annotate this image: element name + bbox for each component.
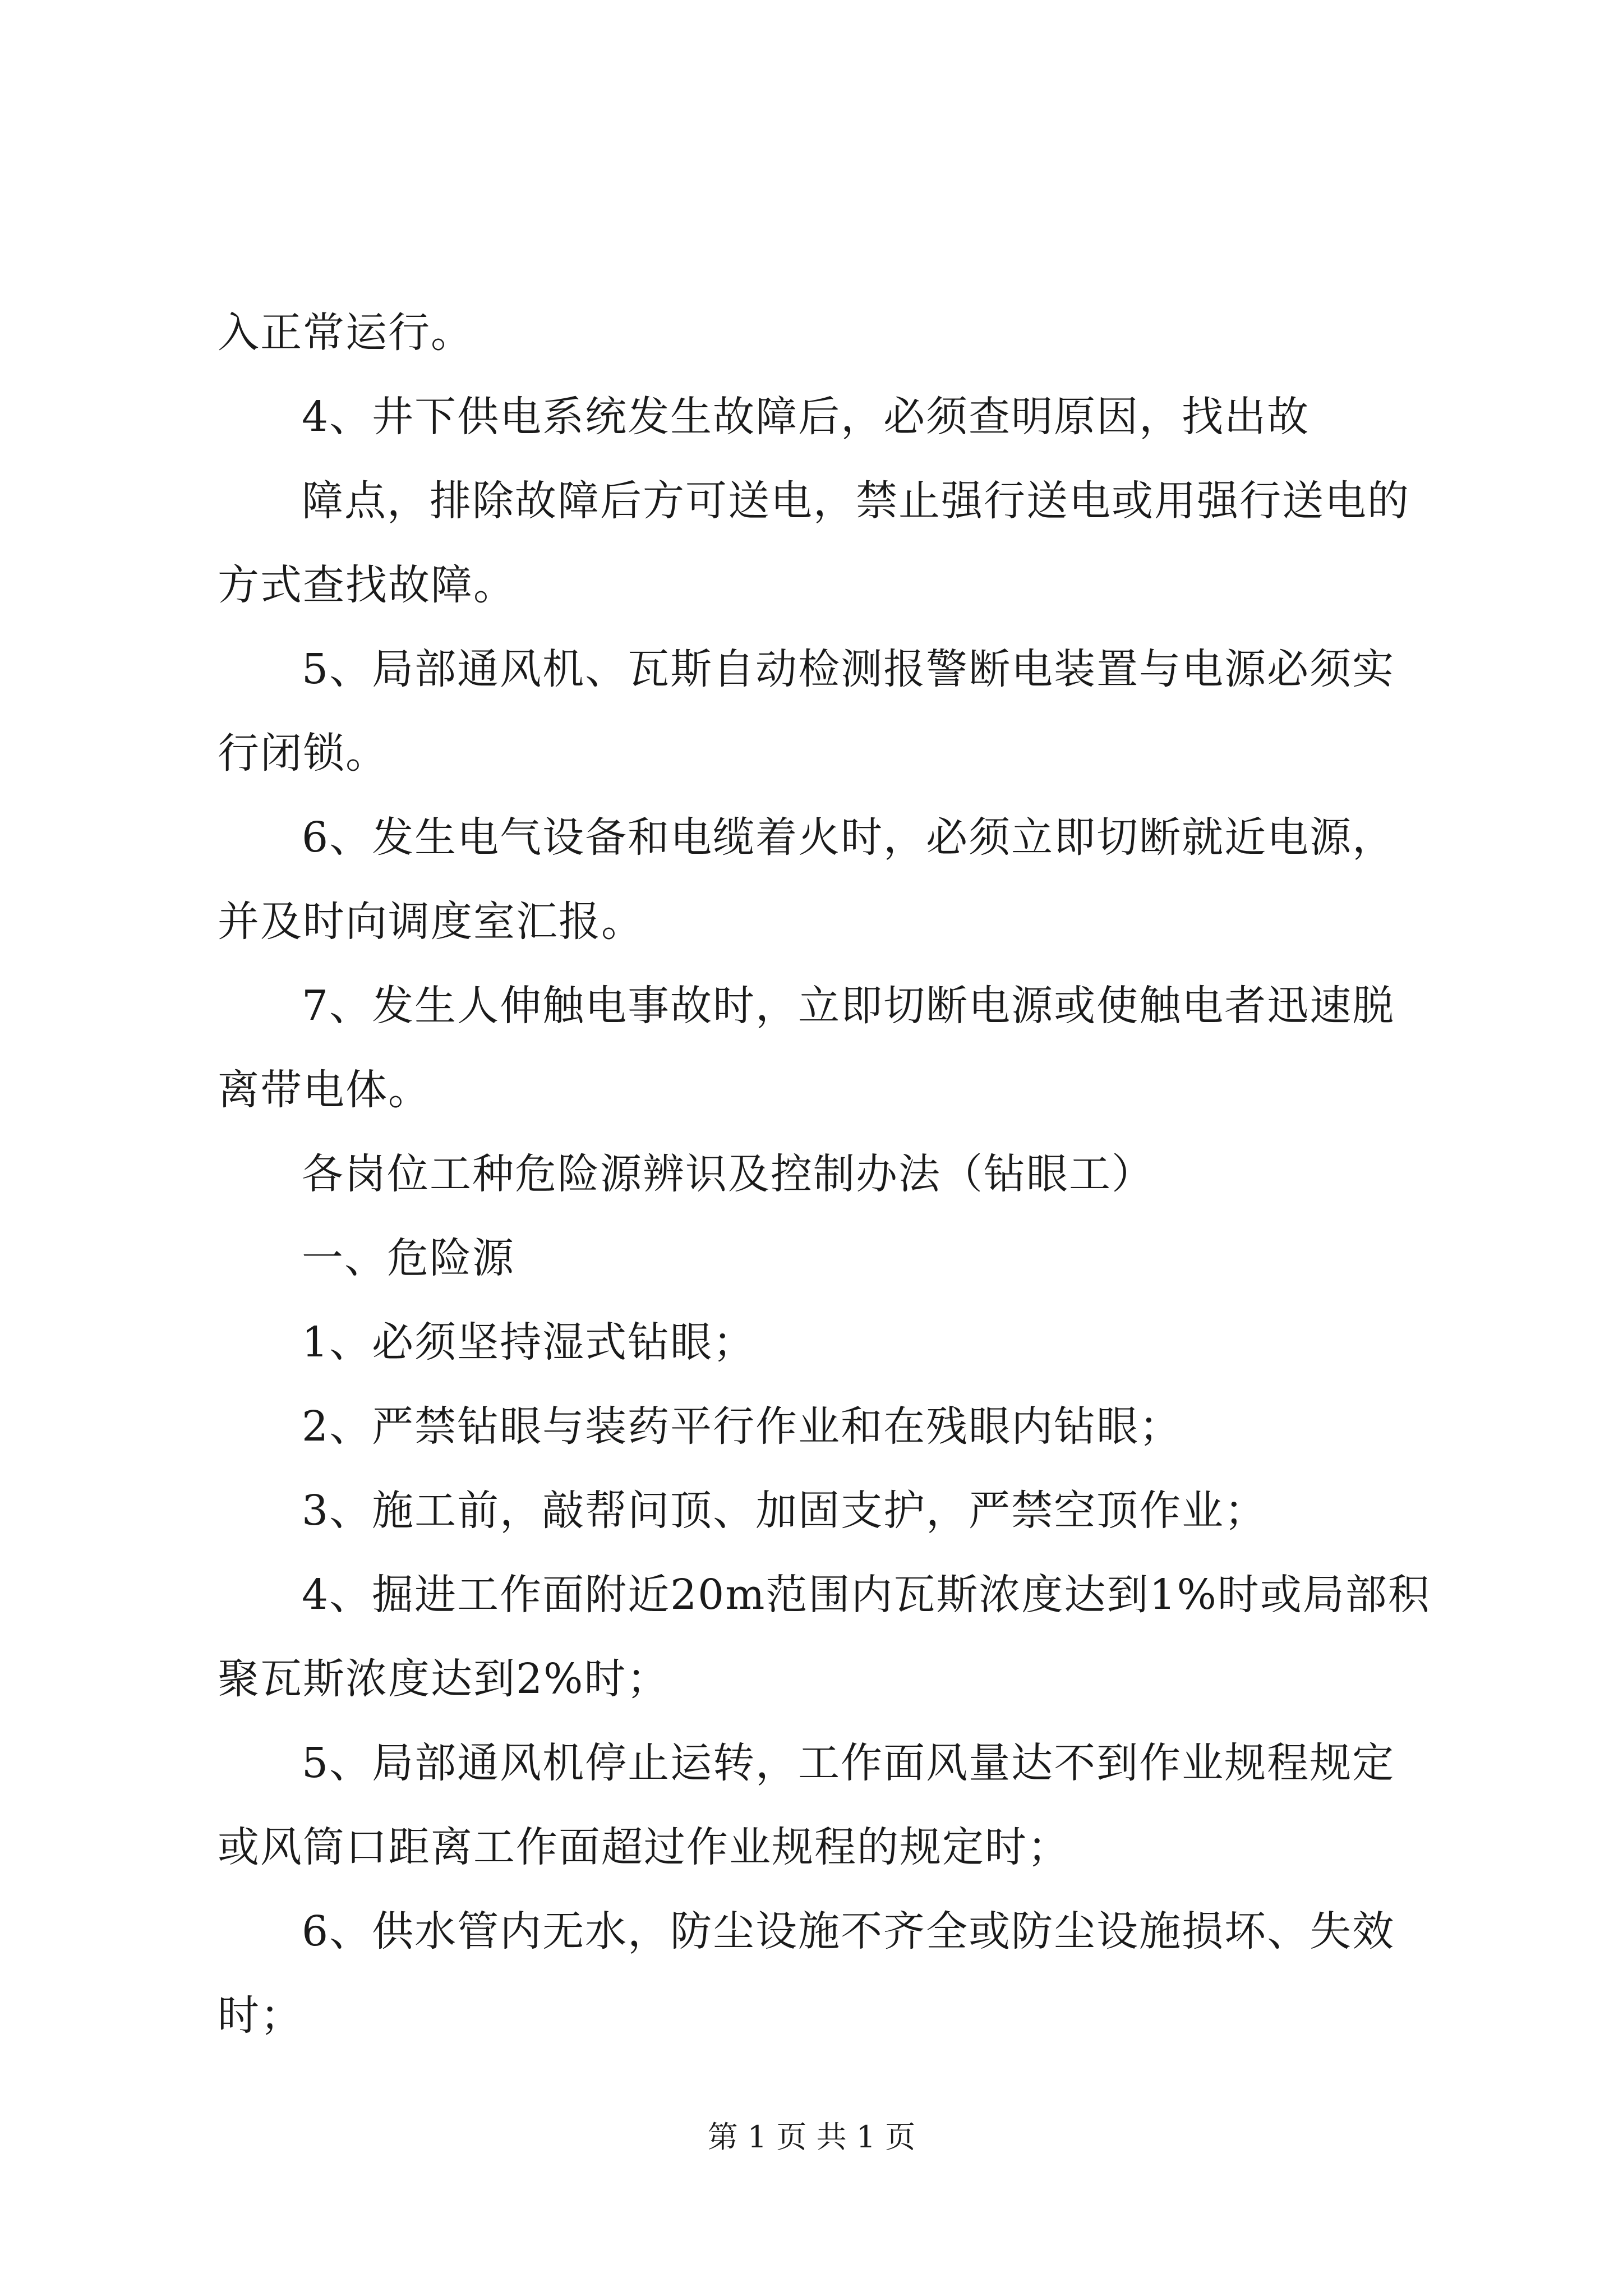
text-line-19: 或风筒口距离工作面超过作业规程的规定时； bbox=[218, 1823, 1070, 1871]
text-line-9: 7、发生人伸触电事故时，立即切断电源或使触电者迅速脱 bbox=[302, 982, 1395, 1030]
text-line-4: 方式查找故障。 bbox=[218, 561, 516, 609]
subsection-heading: 一、危险源 bbox=[302, 1234, 515, 1282]
text-line-6: 行闭锁。 bbox=[218, 729, 388, 777]
text-line-3: 障点，排除故障后方可送电，禁止强行送电或用强行送电的 bbox=[302, 477, 1410, 525]
text-line-15: 3、施工前，敲帮问顶、加固支护，严禁空顶作业； bbox=[302, 1487, 1267, 1535]
text-line-13: 1、必须坚持湿式钻眼； bbox=[302, 1318, 756, 1366]
text-line-21: 时； bbox=[218, 1991, 303, 2040]
text-line-1: 入正常运行。 bbox=[218, 309, 473, 357]
text-line-16: 4、掘进工作面附近20m范围内瓦斯浓度达到1%时或局部积 bbox=[302, 1571, 1431, 1619]
text-line-10: 离带电体。 bbox=[218, 1066, 431, 1114]
text-line-20: 6、供水管内无水，防尘设施不齐全或防尘设施损坏、失效 bbox=[302, 1907, 1395, 1955]
text-line-17: 聚瓦斯浓度达到2%时； bbox=[218, 1655, 670, 1703]
section-heading: 各岗位工种危险源辨识及控制办法（钻眼工） bbox=[302, 1150, 1154, 1198]
page-footer: 第 1 页 共 1 页 bbox=[707, 2119, 916, 2155]
text-line-14: 2、严禁钻眼与装药平行作业和在残眼内钻眼； bbox=[302, 1402, 1182, 1451]
text-line-7: 6、发生电气设备和电缆着火时，必须立即切断就近电源， bbox=[302, 813, 1395, 862]
text-line-5: 5、局部通风机、瓦斯自动检测报警断电装置与电源必须实 bbox=[302, 645, 1395, 693]
text-line-2: 4、井下供电系统发生故障后，必须查明原因，找出故 bbox=[302, 393, 1310, 441]
text-line-18: 5、局部通风机停止运转，工作面风量达不到作业规程规定 bbox=[302, 1739, 1395, 1787]
text-line-8: 并及时向调度室汇报。 bbox=[218, 898, 644, 946]
